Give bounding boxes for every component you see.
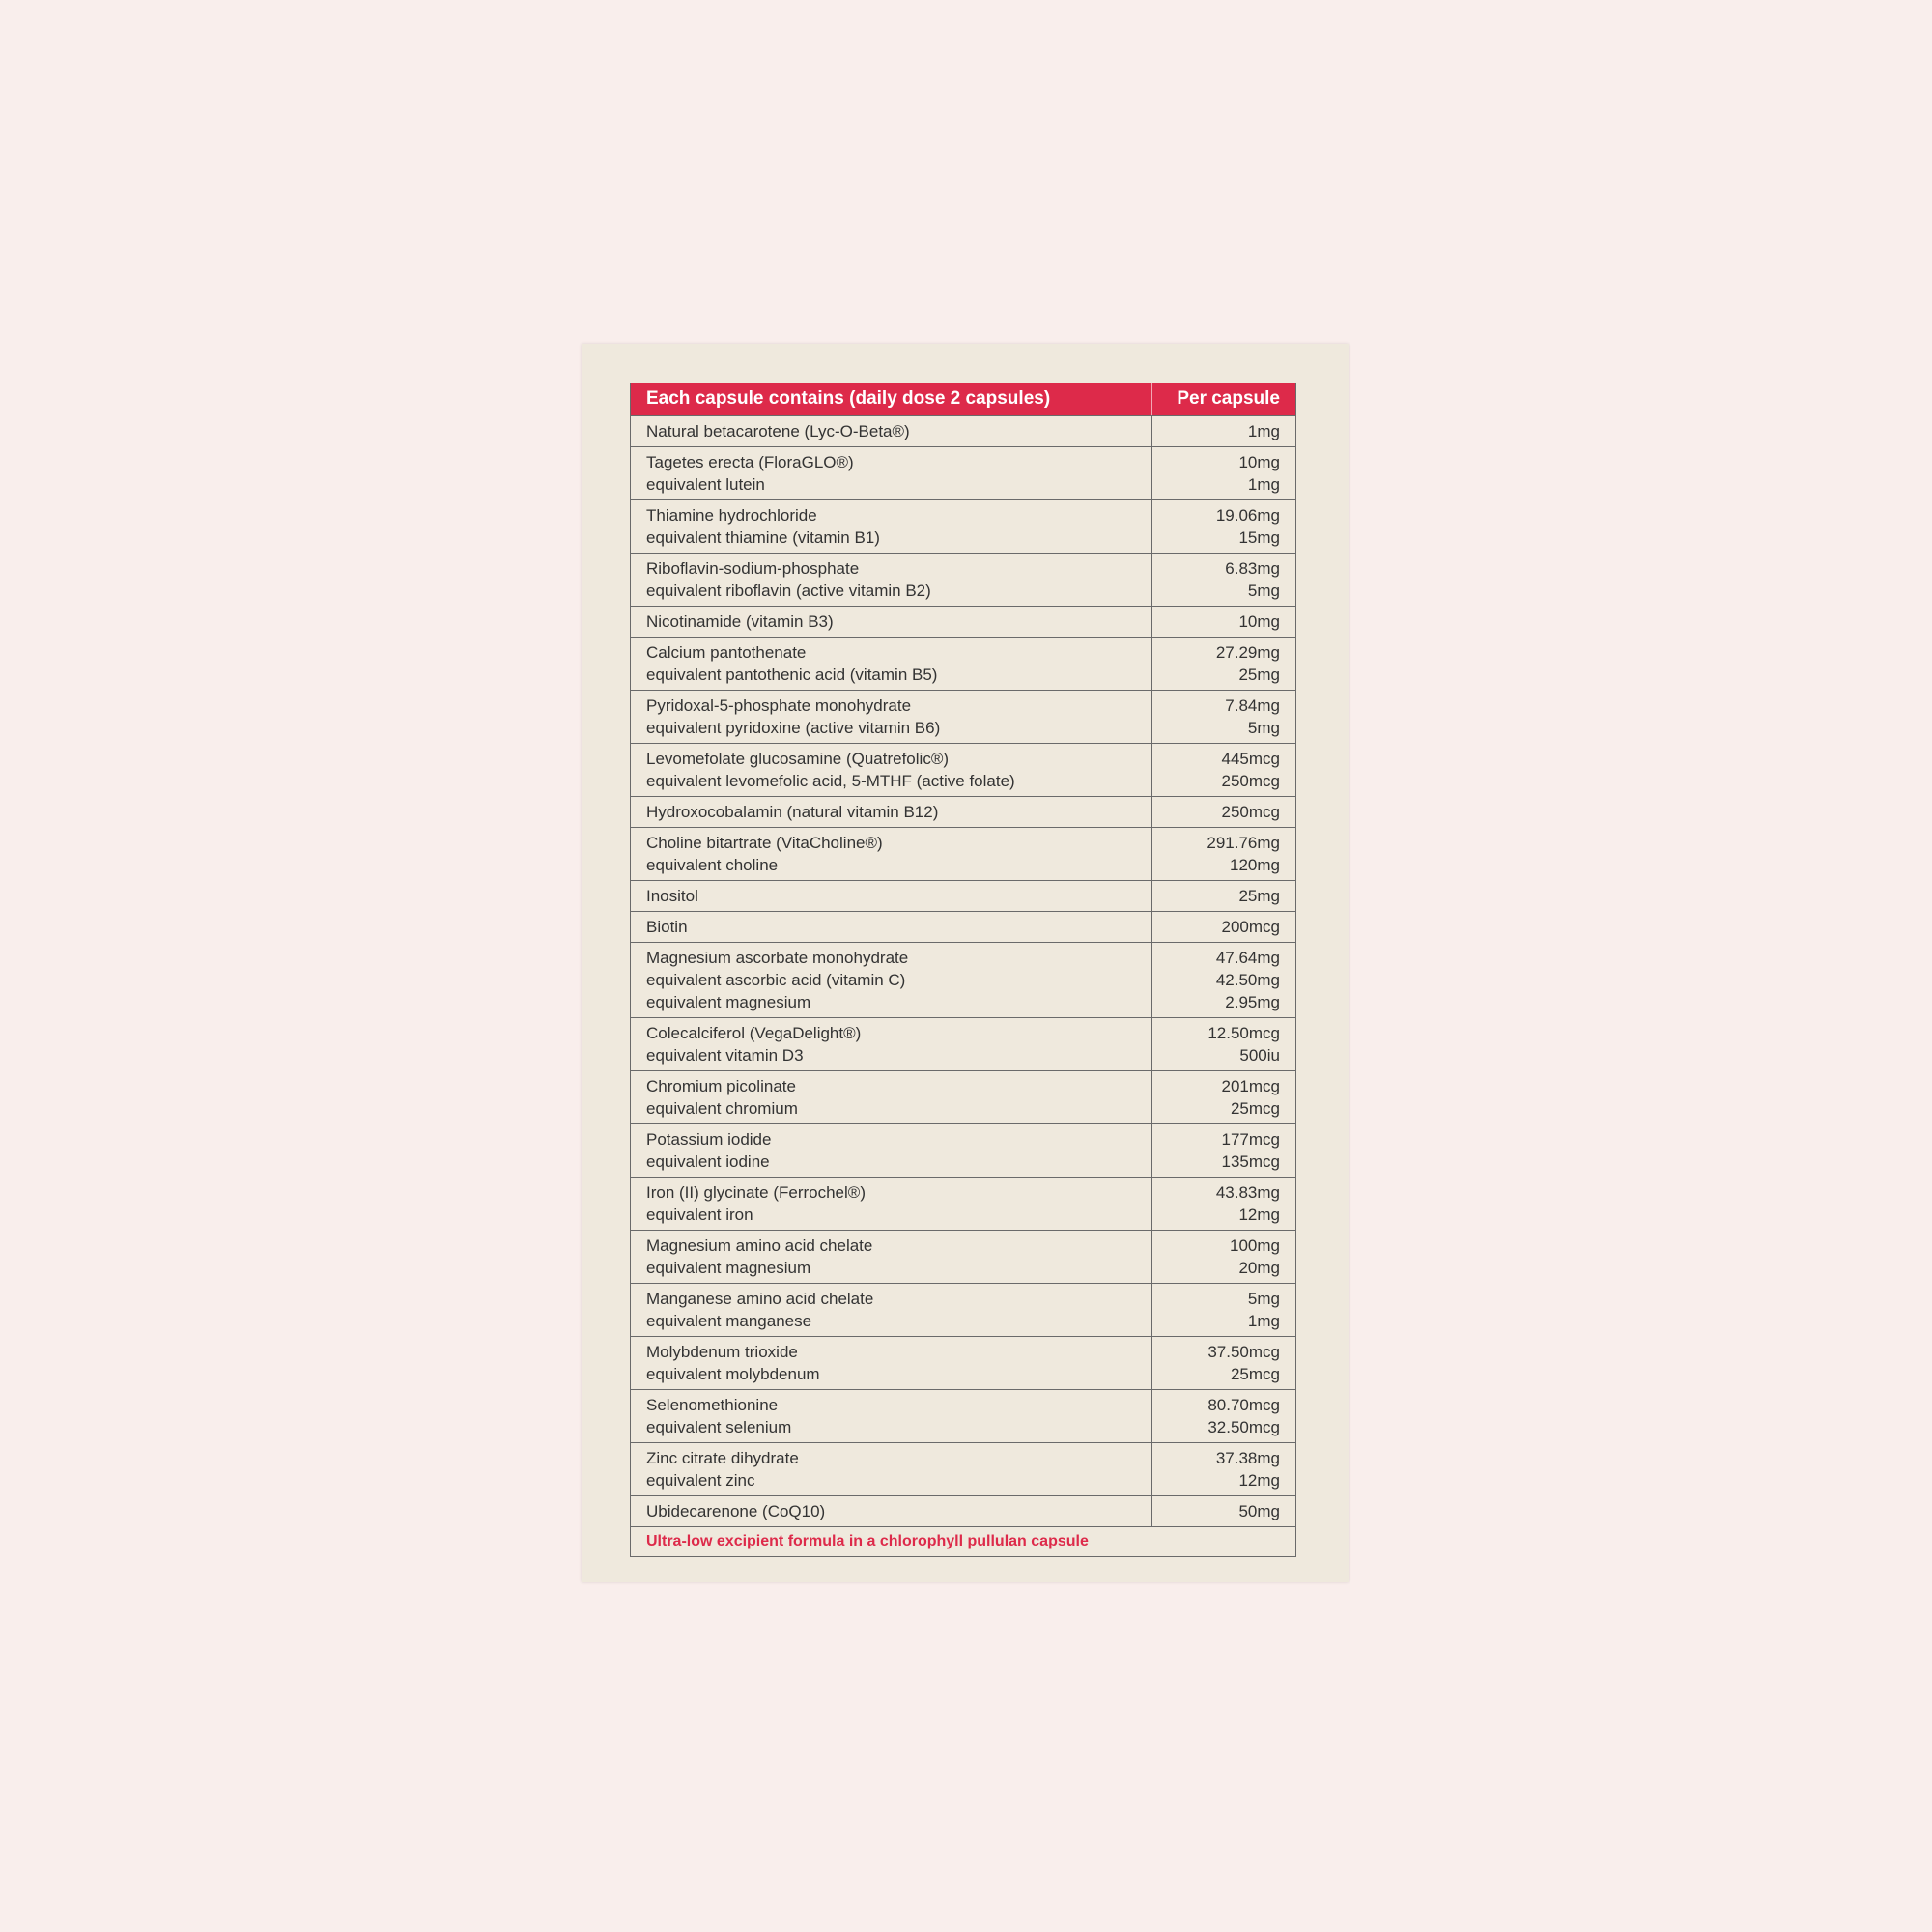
ingredient-name: Nicotinamide (vitamin B3) [646, 612, 834, 631]
ingredient-cell [631, 554, 1152, 606]
ingredient-amount: 10mg [1238, 612, 1280, 631]
ingredient-name: Tagetes erecta (FloraGLO®) [646, 453, 854, 471]
ingredient-amount: 25mcg [1230, 1365, 1280, 1383]
amount-cell [1152, 1390, 1295, 1442]
ingredient-amount: 500iu [1239, 1046, 1280, 1065]
ingredient-name: Zinc citrate dihydrate [646, 1449, 799, 1467]
amount-cell [1152, 881, 1295, 911]
ingredient-name: Levomefolate glucosamine (Quatrefolic®) [646, 750, 950, 768]
ingredient-amount: 201mcg [1221, 1077, 1280, 1095]
header-ingredient-label: Each capsule contains (daily dose 2 capsules) [631, 383, 1152, 415]
ingredient-cell [631, 912, 1152, 942]
table-row [631, 1389, 1295, 1442]
amount-cell [1152, 1071, 1295, 1123]
ingredient-amount: 25mg [1238, 666, 1280, 684]
ingredient-cell [631, 797, 1152, 827]
ingredient-cell [631, 1124, 1152, 1177]
ingredient-amount: 10mg [1238, 453, 1280, 471]
amount-cell [1152, 744, 1295, 796]
table-row [631, 1495, 1295, 1526]
ingredient-amount: 2.95mg [1225, 993, 1280, 1011]
ingredient-amount: 5mg [1247, 719, 1280, 737]
ingredient-cell [631, 1443, 1152, 1495]
amount-cell [1152, 416, 1295, 446]
ingredient-amount: 25mcg [1230, 1099, 1280, 1118]
ingredient-amount: 6.83mg [1225, 559, 1280, 578]
table-row [631, 880, 1295, 911]
ingredient-name: equivalent levomefolic acid, 5-MTHF (active folate) [646, 772, 1015, 790]
table-row [631, 1123, 1295, 1177]
ingredient-cell [631, 1337, 1152, 1389]
ingredient-amount: 15mg [1238, 528, 1280, 547]
table-row [631, 743, 1295, 796]
amount-cell [1152, 1443, 1295, 1495]
ingredient-name: equivalent selenium [646, 1418, 792, 1436]
amount-cell [1152, 1284, 1295, 1336]
ingredient-name: Potassium iodide [646, 1130, 772, 1149]
table-row [631, 1017, 1295, 1070]
ingredient-amount: 5mg [1247, 1290, 1280, 1308]
ingredient-amount: 291.76mg [1207, 834, 1280, 852]
ingredient-amount: 27.29mg [1215, 643, 1280, 662]
ingredient-amount: 5mg [1247, 582, 1280, 600]
header-amount-label: Per capsule [1177, 388, 1280, 409]
amount-cell [1152, 1018, 1295, 1070]
ingredient-cell [631, 1071, 1152, 1123]
ingredient-cell [631, 1284, 1152, 1336]
ingredient-name: Ubidecarenone (CoQ10) [646, 1502, 826, 1520]
ingredient-amount: 32.50mcg [1208, 1418, 1280, 1436]
ingredient-amount: 445mcg [1221, 750, 1280, 768]
table-row [631, 1177, 1295, 1230]
ingredient-name: equivalent iodine [646, 1152, 770, 1171]
ingredient-cell [631, 416, 1152, 446]
table-row [631, 553, 1295, 606]
ingredient-cell [631, 447, 1152, 499]
table-footer-note: Ultra-low excipient formula in a chlorophyll pullulan capsule [631, 1526, 1295, 1556]
ingredient-amount: 250mcg [1221, 803, 1280, 821]
table-row [631, 606, 1295, 637]
ingredient-cell [631, 744, 1152, 796]
ingredient-amount: 1mg [1247, 1312, 1280, 1330]
ingredient-name: equivalent choline [646, 856, 779, 874]
ingredient-name: equivalent thiamine (vitamin B1) [646, 528, 880, 547]
ingredient-amount: 12mg [1238, 1471, 1280, 1490]
ingredient-name: equivalent pyridoxine (active vitamin B6) [646, 719, 941, 737]
amount-cell [1152, 797, 1295, 827]
table-row [631, 637, 1295, 690]
ingredient-name: Iron (II) glycinate (Ferrochel®) [646, 1183, 866, 1202]
ingredient-amount: 177mcg [1221, 1130, 1280, 1149]
table-row [631, 1336, 1295, 1389]
ingredient-amount: 200mcg [1221, 918, 1280, 936]
ingredient-cell [631, 1231, 1152, 1283]
ingredient-name: equivalent ascorbic acid (vitamin C) [646, 971, 906, 989]
ingredient-name: equivalent pantothenic acid (vitamin B5) [646, 666, 938, 684]
ingredient-amount: 135mcg [1221, 1152, 1280, 1171]
ingredient-amount: 1mg [1247, 475, 1280, 494]
ingredient-amount: 100mg [1230, 1236, 1280, 1255]
ingredient-amount: 47.64mg [1215, 949, 1280, 967]
ingredient-name: equivalent chromium [646, 1099, 798, 1118]
ingredients-table [630, 383, 1296, 1557]
ingredient-amount: 19.06mg [1215, 506, 1280, 525]
table-header [631, 383, 1295, 415]
table-row [631, 827, 1295, 880]
ingredient-name: Inositol [646, 887, 698, 905]
ingredient-cell [631, 828, 1152, 880]
ingredient-amount: 37.38mg [1215, 1449, 1280, 1467]
product-box-back [582, 344, 1349, 1582]
amount-cell [1152, 943, 1295, 1017]
ingredient-amount: 42.50mg [1215, 971, 1280, 989]
table-body [631, 415, 1295, 1526]
ingredient-amount: 20mg [1238, 1259, 1280, 1277]
ingredient-cell [631, 881, 1152, 911]
table-row [631, 1442, 1295, 1495]
ingredient-cell [631, 1178, 1152, 1230]
amount-cell [1152, 554, 1295, 606]
ingredient-amount: 1mg [1247, 422, 1280, 440]
ingredient-cell [631, 607, 1152, 637]
amount-cell [1152, 1337, 1295, 1389]
ingredient-name: Calcium pantothenate [646, 643, 807, 662]
ingredient-cell [631, 638, 1152, 690]
ingredient-cell [631, 500, 1152, 553]
amount-cell [1152, 1124, 1295, 1177]
amount-cell [1152, 1496, 1295, 1526]
amount-cell [1152, 1178, 1295, 1230]
table-row [631, 911, 1295, 942]
ingredient-name: Molybdenum trioxide [646, 1343, 798, 1361]
ingredient-name: equivalent manganese [646, 1312, 812, 1330]
ingredient-amount: 12.50mcg [1208, 1024, 1280, 1042]
amount-cell [1152, 1231, 1295, 1283]
amount-cell [1152, 447, 1295, 499]
ingredient-cell [631, 1018, 1152, 1070]
ingredient-name: Colecalciferol (VegaDelight®) [646, 1024, 862, 1042]
ingredient-name: equivalent magnesium [646, 1259, 811, 1277]
ingredient-name: equivalent molybdenum [646, 1365, 820, 1383]
table-row [631, 690, 1295, 743]
ingredient-amount: 7.84mg [1225, 696, 1280, 715]
ingredient-name: Thiamine hydrochloride [646, 506, 817, 525]
table-row [631, 499, 1295, 553]
amount-cell [1152, 912, 1295, 942]
amount-cell [1152, 607, 1295, 637]
ingredient-name: Biotin [646, 918, 688, 936]
ingredient-amount: 12mg [1238, 1206, 1280, 1224]
table-row [631, 942, 1295, 1017]
table-row [631, 1230, 1295, 1283]
amount-cell [1152, 500, 1295, 553]
ingredient-cell [631, 943, 1152, 1017]
ingredient-cell [631, 1496, 1152, 1526]
ingredient-cell [631, 1390, 1152, 1442]
ingredient-name: equivalent riboflavin (active vitamin B2) [646, 582, 931, 600]
table-row [631, 796, 1295, 827]
ingredient-name: Natural betacarotene (Lyc-O-Beta®) [646, 422, 910, 440]
ingredient-name: equivalent magnesium [646, 993, 811, 1011]
ingredient-cell [631, 691, 1152, 743]
table-row [631, 446, 1295, 499]
table-row [631, 1283, 1295, 1336]
ingredient-name: equivalent zinc [646, 1471, 755, 1490]
ingredient-name: Pyridoxal-5-phosphate monohydrate [646, 696, 912, 715]
ingredient-name: equivalent lutein [646, 475, 765, 494]
ingredient-name: Choline bitartrate (VitaCholine®) [646, 834, 883, 852]
ingredient-amount: 80.70mcg [1208, 1396, 1280, 1414]
ingredient-name: Magnesium ascorbate monohydrate [646, 949, 909, 967]
ingredient-name: equivalent vitamin D3 [646, 1046, 804, 1065]
ingredient-name: Hydroxocobalamin (natural vitamin B12) [646, 803, 939, 821]
amount-cell [1152, 691, 1295, 743]
amount-cell [1152, 638, 1295, 690]
ingredient-name: Selenomethionine [646, 1396, 779, 1414]
amount-cell [1152, 828, 1295, 880]
ingredient-name: Riboflavin-sodium-phosphate [646, 559, 860, 578]
ingredient-name: Magnesium amino acid chelate [646, 1236, 873, 1255]
ingredient-amount: 120mg [1230, 856, 1280, 874]
ingredient-amount: 50mg [1238, 1502, 1280, 1520]
ingredient-name: Chromium picolinate [646, 1077, 796, 1095]
table-row [631, 1070, 1295, 1123]
ingredient-amount: 37.50mcg [1208, 1343, 1280, 1361]
table-row [631, 415, 1295, 446]
ingredient-amount: 250mcg [1221, 772, 1280, 790]
ingredient-amount: 43.83mg [1215, 1183, 1280, 1202]
ingredient-amount: 25mg [1238, 887, 1280, 905]
ingredient-name: equivalent iron [646, 1206, 753, 1224]
ingredient-name: Manganese amino acid chelate [646, 1290, 874, 1308]
